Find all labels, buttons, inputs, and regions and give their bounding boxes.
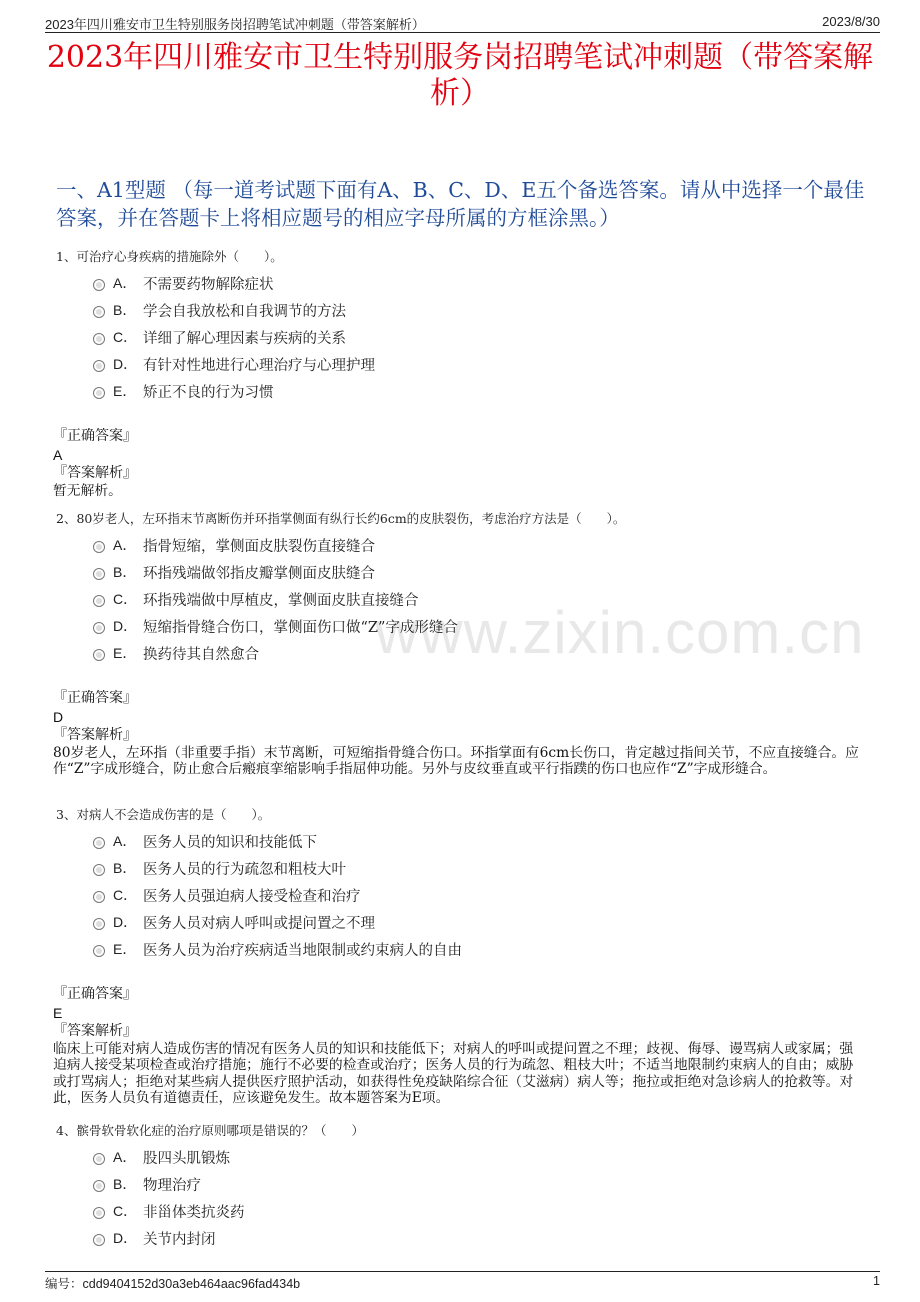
- option-letter: C．: [113, 887, 138, 903]
- option-letter: A．: [113, 275, 137, 291]
- radio-icon[interactable]: [93, 306, 105, 318]
- option-text: 医务人员对病人呼叫或提问置之不理: [143, 916, 375, 932]
- option-text: 非甾体类抗炎药: [143, 1205, 245, 1221]
- option-letter: E．: [113, 941, 137, 957]
- radio-icon[interactable]: [93, 1207, 105, 1219]
- option-text: 环指残端做邻指皮瓣掌侧面皮肤缝合: [143, 566, 375, 582]
- option-b[interactable]: [53, 297, 865, 324]
- option-letter: A．: [113, 1149, 137, 1165]
- option-text: 医务人员强迫病人接受检查和治疗: [143, 889, 361, 905]
- option-b[interactable]: [53, 1171, 865, 1198]
- answer-block: [53, 689, 865, 778]
- option-list: [53, 270, 865, 405]
- page-header: [45, 12, 880, 33]
- radio-icon[interactable]: [93, 360, 105, 372]
- answer-label: 『正确答案』: [53, 986, 137, 1002]
- option-letter: D．: [113, 1230, 138, 1246]
- analysis-text: 临床上可能对病人造成伤害的情况有医务人员的知识和技能低下；对病人的呼叫或提问置之不理；歧视、侮辱、谩骂病人或家属；强迫病人接受某项检查或治疗措施；施行不必要的检查或治疗；医务人员的行为疏忽、粗枝大叶；不适当地限制约束病人的自由；威胁或打骂病人；拒绝对某些病人提供医疗照护活动，如获得性免疫缺陷综合征（艾滋病）病人等；拖拉或拒绝对急诊病人的抢救等。对此，医务人员负有道德责任，应该避免发生。故本题答案为E项。: [53, 1040, 854, 1106]
- analysis-text: 80岁老人，左环指（非重要手指）末节离断，可短缩指骨缝合伤口。环指掌面有6cm长伤口，肯定越过指间关节，不应直接缝合。应作“Z”字成形缝合，防止愈合后瘢痕挛缩影响手指屈伸功能。另外与皮纹垂直或平行指蹼的伤口也应作“Z”字成形缝合。: [53, 744, 859, 777]
- option-text: 股四头肌锻炼: [143, 1151, 230, 1167]
- option-text: 医务人员的行为疏忽和粗枝大叶: [143, 862, 346, 878]
- radio-icon[interactable]: [93, 387, 105, 399]
- option-letter: B．: [113, 564, 137, 580]
- option-letter: C．: [113, 1203, 138, 1219]
- option-text: 关节内封闭: [143, 1232, 216, 1248]
- option-letter: D．: [113, 914, 138, 930]
- header-doc-title: 2023年四川雅安市卫生特别服务岗招聘笔试冲刺题（带答案解析）: [45, 17, 425, 32]
- answer-value: E: [53, 1004, 63, 1021]
- option-d[interactable]: [53, 909, 865, 936]
- answer-label: 『正确答案』: [53, 428, 137, 444]
- answer-block: [53, 985, 865, 1107]
- option-list: [53, 532, 865, 667]
- answer-label: 『正确答案』: [53, 690, 137, 706]
- radio-icon[interactable]: [93, 279, 105, 291]
- radio-icon[interactable]: [93, 891, 105, 903]
- radio-icon[interactable]: [93, 945, 105, 957]
- question-1: [53, 248, 865, 499]
- section-heading: 一、A1型题 （每一道考试题下面有A、B、C、D、E五个备选答案。请从中选择一个最佳答案，并在答题卡上将相应题号的相应字母所属的方框涂黑。）: [56, 178, 865, 230]
- question-text: 1、可治疗心身疾病的措施除外（ ）。: [56, 249, 283, 264]
- option-a[interactable]: [53, 1144, 865, 1171]
- option-letter: B．: [113, 860, 137, 876]
- footer-code: [45, 1274, 300, 1292]
- page-footer: [45, 1271, 880, 1292]
- answer-value: A: [53, 446, 63, 463]
- watermark: www.zixin.com.cn: [375, 599, 865, 666]
- analysis-text: 暂无解析。: [53, 482, 122, 499]
- option-a[interactable]: [53, 270, 865, 297]
- question-text: 4、髌骨软骨软化症的治疗原则哪项是错误的？（ ）: [56, 1123, 364, 1138]
- radio-icon[interactable]: [93, 918, 105, 930]
- footer-code-label: 编号：: [45, 1277, 83, 1291]
- option-letter: A．: [113, 833, 137, 849]
- option-c[interactable]: [53, 882, 865, 909]
- option-letter: C．: [113, 591, 138, 607]
- radio-icon[interactable]: [93, 1234, 105, 1246]
- option-text: 物理治疗: [143, 1178, 201, 1194]
- answer-block: [53, 427, 865, 499]
- option-text: 环指残端做中厚植皮，掌侧面皮肤直接缝合: [143, 593, 419, 609]
- option-e[interactable]: [53, 640, 865, 667]
- option-text: 有针对性地进行心理治疗与心理护理: [143, 358, 375, 374]
- radio-icon[interactable]: [93, 649, 105, 661]
- option-text: 换药待其自然愈合: [143, 647, 259, 663]
- option-letter: D．: [113, 618, 138, 634]
- option-text: 医务人员为治疗疾病适当地限制或约束病人的自由: [143, 943, 462, 959]
- header-date: 2023/8/30: [822, 14, 880, 29]
- option-b[interactable]: [53, 855, 865, 882]
- option-letter: E．: [113, 645, 137, 661]
- page-number: 1: [873, 1274, 880, 1288]
- question-text: 3、对病人不会造成伤害的是（ ）。: [56, 807, 271, 822]
- option-e[interactable]: [53, 936, 865, 963]
- question-4: [53, 1122, 865, 1252]
- answer-value: D: [53, 708, 64, 725]
- option-text: 不需要药物解除症状: [143, 277, 274, 293]
- option-b[interactable]: [53, 559, 865, 586]
- option-text: 指骨短缩，掌侧面皮肤裂伤直接缝合: [143, 539, 375, 555]
- option-c[interactable]: [53, 324, 865, 351]
- radio-icon[interactable]: [93, 864, 105, 876]
- radio-icon[interactable]: [93, 837, 105, 849]
- option-text: 详细了解心理因素与疾病的关系: [143, 331, 346, 347]
- option-letter: B．: [113, 302, 137, 318]
- radio-icon[interactable]: [93, 595, 105, 607]
- page-title: 2023年四川雅安市卫生特别服务岗招聘笔试冲刺题（带答案解析）: [46, 40, 874, 111]
- analysis-label: 『答案解析』: [53, 1023, 137, 1039]
- option-letter: B．: [113, 1176, 137, 1192]
- analysis-label: 『答案解析』: [53, 465, 137, 481]
- option-text: 短缩指骨缝合伤口，掌侧面伤口做“Z”字成形缝合: [143, 620, 458, 636]
- option-e[interactable]: [53, 378, 865, 405]
- option-d[interactable]: [53, 351, 865, 378]
- option-a[interactable]: [53, 532, 865, 559]
- radio-icon[interactable]: [93, 333, 105, 345]
- option-list: [53, 828, 865, 963]
- question-text: 2、80岁老人，左环指末节离断伤并环指掌侧面有纵行长约6cm的皮肤裂伤，考虑治疗方法是（ ）。: [56, 511, 626, 526]
- option-text: 矫正不良的行为习惯: [143, 385, 274, 401]
- option-d[interactable]: [53, 1225, 865, 1252]
- option-a[interactable]: [53, 828, 865, 855]
- question-2: [53, 510, 865, 778]
- option-c[interactable]: [53, 1198, 865, 1225]
- option-letter: A．: [113, 537, 137, 553]
- radio-icon[interactable]: [93, 1180, 105, 1192]
- radio-icon[interactable]: [93, 568, 105, 580]
- radio-icon[interactable]: [93, 1153, 105, 1165]
- option-letter: C．: [113, 329, 138, 345]
- option-c[interactable]: [53, 586, 865, 613]
- footer-code-value: cdd9404152d30a3eb464aac96fad434b: [82, 1277, 301, 1291]
- option-d[interactable]: [53, 613, 865, 640]
- radio-icon[interactable]: [93, 622, 105, 634]
- option-letter: D．: [113, 356, 138, 372]
- option-text: 学会自我放松和自我调节的方法: [143, 304, 346, 320]
- radio-icon[interactable]: [93, 541, 105, 553]
- option-letter: E．: [113, 383, 137, 399]
- option-text: 医务人员的知识和技能低下: [143, 835, 317, 851]
- question-3: [53, 806, 865, 1107]
- analysis-label: 『答案解析』: [53, 727, 137, 743]
- option-list: [53, 1144, 865, 1252]
